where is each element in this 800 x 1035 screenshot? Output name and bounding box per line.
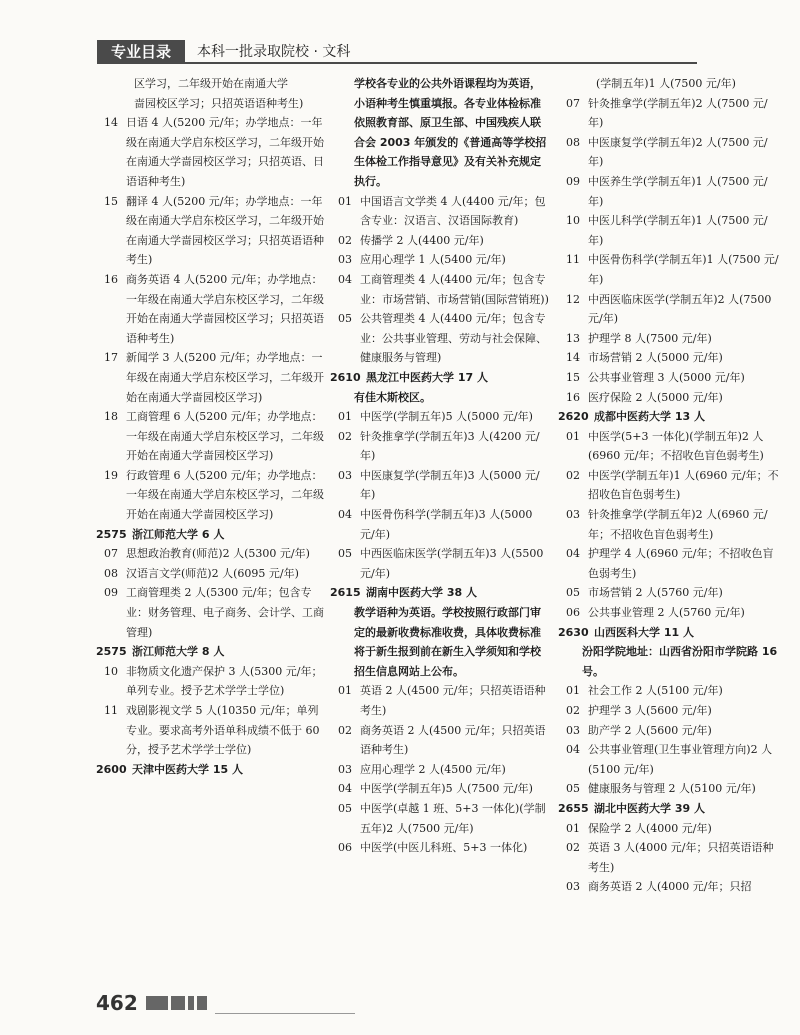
- major-text: 针灸推拿学(学制五年)3 人(4200 元/年): [360, 429, 540, 463]
- list-item: [96, 564, 326, 584]
- major-number: 18: [104, 410, 118, 424]
- list-item: [96, 662, 326, 701]
- major-text: 行政管理 6 人(5200 元/年；办学地点：一年级在南通大学启东校区学习，二年级开始在南通大学啬园校区学习): [126, 468, 324, 522]
- list-item: [558, 427, 780, 466]
- major-text: 护理学 3 人(5600 元/年): [588, 704, 712, 717]
- major-number: 02: [338, 723, 352, 737]
- school-code: 2615: [330, 586, 361, 600]
- major-text: 英语 3 人(4000 元/年；只招英语语种考生): [588, 841, 774, 874]
- major-number: 12: [566, 292, 580, 306]
- major-number: 03: [566, 508, 580, 522]
- list-item: [330, 427, 550, 466]
- major-number: 02: [566, 704, 580, 717]
- list-item: [558, 211, 780, 250]
- school-name: 成都中医药大学 13 人: [594, 410, 705, 424]
- major-number: 02: [566, 841, 580, 855]
- major-number: 02: [338, 429, 352, 443]
- column-3: [558, 74, 780, 897]
- major-number: 01: [338, 194, 352, 208]
- major-text: 戏剧影视文学 5 人(10350 元/年；单列专业。要求高考外语单科成绩不低于 60 分，授予艺术学学士学位): [126, 704, 320, 757]
- list-item: [558, 329, 780, 349]
- list-item: [96, 113, 326, 191]
- list-item: [558, 819, 780, 839]
- major-number: 04: [338, 508, 352, 522]
- footer-bar: [146, 996, 168, 1010]
- school-name: 黑龙江中医药大学 17 人: [366, 370, 488, 384]
- school-code: 2610: [330, 370, 361, 384]
- major-number: 05: [566, 586, 580, 600]
- page-footer: [96, 992, 210, 1014]
- list-item: [558, 838, 780, 877]
- major-text: 中医康复学(学制五年)2 人(7500 元/年): [588, 135, 768, 169]
- school-note: 教学语种为英语。学校按照行政部门审定的最新收费标准收费，具体收费标准将于新生报到前在新生入学须知和学校招生信息网站上公布。: [354, 606, 541, 678]
- list-item: [330, 838, 550, 858]
- list-item: [96, 348, 326, 407]
- school-note: 汾阳学院地址：山西省汾阳市学院路 16 号。: [582, 645, 778, 678]
- major-text: 中医养生学(学制五年)1 人(7500 元/年): [588, 174, 768, 208]
- major-number: 07: [104, 547, 118, 561]
- column-1: [96, 74, 326, 779]
- major-number: 01: [566, 821, 580, 835]
- major-number: 03: [566, 880, 580, 894]
- major-number: 04: [338, 272, 352, 286]
- school-note: 有佳木斯校区。: [354, 390, 431, 404]
- major-text: 健康服务与管理 2 人(5100 元/年): [588, 782, 756, 796]
- major-number: 17: [104, 351, 118, 365]
- major-text: 针灸推拿学(学制五年)2 人(7500 元/年): [588, 96, 768, 130]
- list-item: [558, 290, 780, 329]
- major-text: 应用心理学 1 人(5400 元/年): [360, 253, 506, 267]
- major-text: 汉语言文学(师范)2 人(6095 元/年): [126, 566, 299, 580]
- school-code: 2630: [558, 625, 589, 639]
- list-item-continuation: [96, 94, 326, 114]
- list-item: [330, 544, 550, 583]
- major-number: 10: [566, 214, 580, 228]
- list-item: [330, 270, 550, 309]
- major-number: 13: [566, 331, 580, 345]
- list-item: [96, 270, 326, 348]
- school-name: 浙江师范大学 8 人: [132, 645, 225, 659]
- list-item: [558, 388, 780, 408]
- major-number: 08: [104, 566, 118, 580]
- school-name: 湖南中医药大学 38 人: [366, 586, 477, 600]
- school-name: 山西医科大学 11 人: [594, 625, 694, 639]
- major-number: 05: [338, 312, 352, 326]
- list-item: [558, 466, 780, 505]
- list-item: [558, 779, 780, 799]
- list-item: [96, 701, 326, 760]
- footer-rule: [215, 1013, 355, 1014]
- major-text: 商务英语 2 人(4500 元/年；只招英语语种考生): [360, 723, 546, 757]
- list-item: [330, 192, 550, 231]
- list-item: [330, 250, 550, 270]
- major-text: 公共管理类 4 人(4400 元/年；包含专业：公共事业管理、劳动与社会保障、健康服务与管理): [360, 312, 547, 365]
- major-text: 市场营销 2 人(5760 元/年): [588, 586, 723, 600]
- major-number: 05: [338, 801, 352, 815]
- section-tab: 专业目录: [97, 40, 185, 64]
- school-note: 学校各专业的公共外语课程均为英语，小语种考生慎重填报。各专业体检标准依照教育部、原卫生部、中国残疾人联合会 2003 年颁发的《普通高等学校招生体检工作指导意见》及有关补充规定执行。: [354, 77, 547, 188]
- major-number: 03: [338, 253, 352, 267]
- major-number: 11: [104, 704, 118, 717]
- major-number: 04: [566, 547, 580, 561]
- major-text: 护理学 8 人(7500 元/年): [588, 331, 712, 345]
- school-code: 2620: [558, 410, 589, 424]
- major-number: 04: [566, 743, 580, 757]
- major-text: 中医康复学(学制五年)3 人(5000 元/年): [360, 468, 540, 502]
- major-text: 助产学 2 人(5600 元/年): [588, 723, 712, 737]
- major-number: 11: [566, 253, 580, 267]
- major-number: 06: [338, 841, 352, 855]
- major-text: (学制五年)1 人(7500 元/年): [596, 77, 736, 90]
- major-text: 翻译 4 人(5200 元/年；办学地点：一年级在南通大学启东校区学习，二年级开始在南通大学啬园校区学习；只招英语语种考生): [126, 194, 324, 267]
- school-heading: [330, 368, 550, 388]
- school-heading: [558, 623, 780, 643]
- major-text: 中医学(学制五年)5 人(5000 元/年): [360, 410, 533, 424]
- major-text: 保险学 2 人(4000 元/年): [588, 821, 712, 835]
- list-item: [558, 740, 780, 779]
- list-item: [558, 133, 780, 172]
- major-number: 02: [566, 468, 580, 482]
- major-text: 中医儿科学(学制五年)1 人(7500 元/年): [588, 214, 768, 247]
- school-code: 2575: [96, 645, 127, 659]
- major-text: 中医学(5+3 一体化)(学制五年)2 人(6960 元/年；不招收色盲色弱考生): [588, 429, 764, 463]
- list-item: [96, 466, 326, 525]
- list-item: [558, 172, 780, 211]
- school-name: 天津中医药大学 15 人: [132, 762, 243, 776]
- list-item: [330, 799, 550, 838]
- list-item: [330, 466, 550, 505]
- list-item: [558, 505, 780, 544]
- major-text: 商务英语 2 人(4000 元/年；只招: [588, 880, 752, 894]
- major-text: 中西医临床医学(学制五年)2 人(7500 元/年): [588, 292, 772, 326]
- list-item: [558, 681, 780, 701]
- major-number: 14: [104, 116, 118, 130]
- list-item: [96, 192, 326, 270]
- major-number: 01: [338, 410, 352, 424]
- major-number: 06: [566, 606, 580, 620]
- major-text: 市场营销 2 人(5000 元/年): [588, 351, 723, 365]
- footer-bar: [171, 996, 185, 1010]
- school-code: 2600: [96, 762, 127, 776]
- list-item: [96, 583, 326, 642]
- major-number: 02: [338, 233, 352, 247]
- major-number: 05: [338, 547, 352, 561]
- school-name: 浙江师范大学 6 人: [132, 527, 225, 541]
- major-number: 01: [566, 684, 580, 698]
- major-number: 19: [104, 468, 118, 482]
- column-2: [330, 74, 550, 858]
- major-text: 中西医临床医学(学制五年)3 人(5500 元/年): [360, 547, 544, 580]
- list-item: [330, 231, 550, 251]
- footer-bar: [197, 996, 207, 1010]
- major-number: 03: [338, 762, 352, 776]
- major-number: 07: [566, 96, 580, 110]
- major-text: 区学习，二年级开始在南通大学: [134, 77, 288, 90]
- major-text: 中医学(卓越 1 班、5+3 一体化)(学制五年)2 人(7500 元/年): [360, 801, 546, 835]
- major-number: 16: [566, 390, 580, 404]
- list-item: [96, 544, 326, 564]
- major-text: 中医学(学制五年)5 人(7500 元/年): [360, 782, 533, 796]
- major-text: 针灸推拿学(学制五年)2 人(6960 元/年；不招收色盲色弱考生): [588, 508, 768, 541]
- list-item: [558, 250, 780, 289]
- school-heading: [558, 407, 780, 427]
- major-text: 应用心理学 2 人(4500 元/年): [360, 762, 506, 776]
- list-item: [558, 368, 780, 388]
- list-item: [330, 760, 550, 780]
- major-text: 公共事业管理(卫生事业管理方向)2 人(5100 元/年): [588, 743, 773, 776]
- major-number: 01: [566, 429, 580, 443]
- list-item: [330, 407, 550, 427]
- major-number: 03: [338, 468, 352, 482]
- list-item: [558, 721, 780, 741]
- major-text: 日语 4 人(5200 元/年；办学地点：一年级在南通大学启东校区学习，二年级开始在南通大学啬园校区学习；只招英语、日语语种考生): [126, 116, 324, 188]
- list-item: [558, 583, 780, 603]
- major-text: 中医骨伤科学(学制五年)1 人(7500 元/年): [588, 253, 779, 286]
- page-header: [97, 40, 697, 64]
- major-number: 01: [338, 684, 352, 698]
- major-number: 14: [566, 351, 580, 365]
- major-text: 中医学(中医儿科班、5+3 一体化): [360, 841, 528, 855]
- major-text: 啬园校区学习；只招英语语种考生): [134, 96, 304, 110]
- major-text: 中国语言文学类 4 人(4400 元/年；包含专业：汉语言、汉语国际教育): [360, 194, 546, 228]
- list-item: [558, 603, 780, 623]
- list-item: [330, 721, 550, 760]
- major-text: 英语 2 人(4500 元/年；只招英语语种考生): [360, 684, 546, 717]
- list-item: [330, 505, 550, 544]
- major-text: 工商管理类 2 人(5300 元/年；包含专业：财务管理、电子商务、会计学、工商管理): [126, 586, 324, 639]
- major-text: 公共事业管理 2 人(5760 元/年): [588, 606, 745, 620]
- major-number: 09: [104, 586, 118, 600]
- major-text: 工商管理 6 人(5200 元/年；办学地点：一年级在南通大学启东校区学习，二年级开始在南通大学啬园校区学习): [126, 410, 324, 463]
- major-number: 15: [104, 194, 118, 208]
- major-text: 思想政治教育(师范)2 人(5300 元/年): [126, 547, 310, 561]
- major-number: 05: [566, 782, 580, 796]
- school-heading: [96, 642, 326, 662]
- school-code: 2575: [96, 527, 127, 541]
- major-number: 04: [338, 782, 352, 796]
- school-heading: [558, 799, 780, 819]
- major-number: 03: [566, 723, 580, 737]
- major-number: 10: [104, 664, 118, 678]
- list-item: [558, 701, 780, 721]
- major-text: 医疗保险 2 人(5000 元/年): [588, 390, 723, 404]
- list-item-continuation: [96, 74, 326, 94]
- major-number: 08: [566, 135, 580, 149]
- school-code: 2655: [558, 801, 589, 815]
- major-text: 社会工作 2 人(5100 元/年): [588, 684, 723, 698]
- list-item: [330, 779, 550, 799]
- school-heading: [330, 583, 550, 603]
- school-name: 湖北中医药大学 39 人: [594, 801, 705, 815]
- footer-bar: [188, 996, 194, 1010]
- major-text: 工商管理类 4 人(4400 元/年；包含专业：市场营销、市场营销(国际营销班)): [360, 272, 549, 306]
- list-item: [330, 681, 550, 720]
- major-number: 16: [104, 272, 118, 286]
- list-item: [558, 544, 780, 583]
- list-item: [330, 309, 550, 368]
- list-item: [558, 877, 780, 897]
- list-item-continuation: [558, 74, 780, 94]
- major-number: 15: [566, 370, 580, 384]
- major-text: 中医骨伤科学(学制五年)3 人(5000 元/年): [360, 508, 533, 541]
- school-heading: [96, 525, 326, 545]
- major-text: 传播学 2 人(4400 元/年): [360, 233, 484, 247]
- major-text: 护理学 4 人(6960 元/年；不招收色盲色弱考生): [588, 547, 774, 580]
- major-number: 09: [566, 174, 580, 188]
- major-text: 新闻学 3 人(5200 元/年；办学地点：一年级在南通大学启东校区学习，二年级开始在南通大学啬园校区学习): [126, 351, 324, 404]
- list-item: [96, 407, 326, 466]
- school-heading: [96, 760, 326, 780]
- major-text: 商务英语 4 人(5200 元/年；办学地点：一年级在南通大学启东校区学习，二年级开始在南通大学啬园校区学习；只招英语语种考生): [126, 272, 324, 345]
- major-text: 非物质文化遗产保护 3 人(5300 元/年；单列专业。授予艺术学学士学位): [126, 664, 323, 698]
- list-item: [558, 348, 780, 368]
- section-subtitle: 本科一批录取院校 · 文科: [185, 40, 697, 64]
- major-text: 公共事业管理 3 人(5000 元/年): [588, 370, 745, 384]
- major-text: 中医学(学制五年)1 人(6960 元/年；不招收色盲色弱考生): [588, 468, 779, 502]
- list-item: [558, 94, 780, 133]
- page-number: 462: [96, 991, 138, 1015]
